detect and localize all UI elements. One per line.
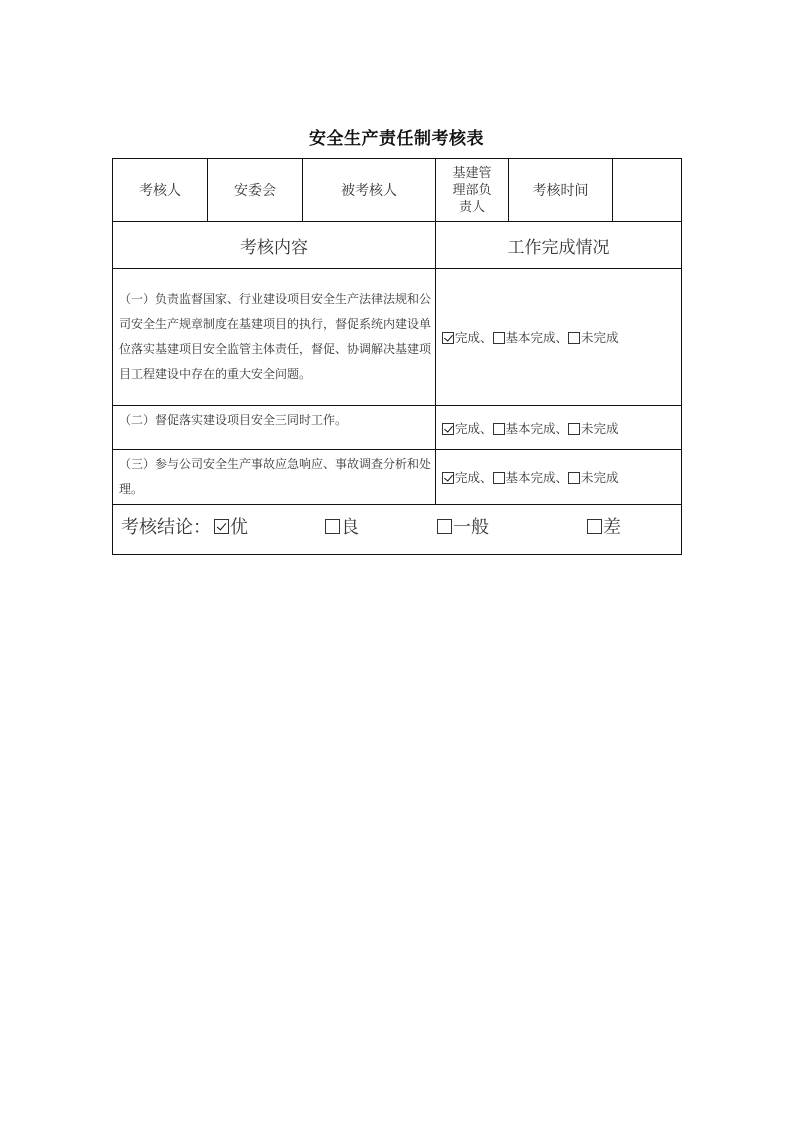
assessor-label: 考核人: [113, 159, 208, 222]
option-label: 未完成: [581, 420, 619, 436]
item-content: （三）参与公司安全生产事故应急响应、事故调查分析和处理。: [113, 450, 436, 505]
section-header-row: [113, 222, 682, 269]
item-content: （二）督促落实建设项目安全三同时工作。: [113, 406, 436, 450]
assessee-label: 被考核人: [303, 159, 436, 222]
time-value-field[interactable]: [613, 159, 682, 222]
conclusion-option-good[interactable]: 良: [325, 513, 359, 539]
assessee-value-line: 理部负: [452, 182, 492, 198]
option-label: 完成、: [455, 330, 493, 345]
assessment-table: [112, 158, 682, 555]
option-label: 未完成: [581, 470, 619, 485]
assessee-value-line: 责人: [458, 199, 485, 215]
checkbox-icon[interactable]: [493, 423, 505, 435]
completion-header: 工作完成情况: [436, 222, 682, 269]
checkbox-icon[interactable]: [493, 472, 505, 484]
checkbox-icon[interactable]: [568, 332, 580, 344]
completion-options: [436, 269, 682, 406]
header-row: [113, 159, 682, 222]
checkbox-icon[interactable]: [568, 472, 580, 484]
option-label: 完成、: [455, 470, 493, 485]
option-label: 基本完成、: [505, 470, 569, 485]
document-title: 安全生产责任制考核表: [309, 129, 484, 149]
time-label: 考核时间: [509, 159, 613, 222]
item-content: （一）负责监督国家、行业建设项目安全生产法律法规和公司安全生产规章制度在基建项目的执行，督促系统内建设单位落实基建项目安全监管主体责任，督促、协调解决基建项目工程建设中存在的重大安全问题。: [113, 269, 436, 406]
table-row: [113, 269, 682, 406]
conclusion-cell: [113, 505, 682, 555]
completion-options: [436, 406, 682, 450]
conclusion-option-excellent[interactable]: 优: [214, 513, 248, 539]
checkbox-checked-icon[interactable]: [214, 519, 229, 534]
assessee-value: [436, 159, 509, 222]
completion-options: [436, 450, 682, 505]
option-label: 未完成: [581, 330, 619, 345]
option-label: 完成、: [455, 420, 493, 436]
conclusion-label: 考核结论：: [121, 517, 211, 538]
content-header: 考核内容: [113, 222, 436, 269]
table-row: [113, 450, 682, 505]
checkbox-icon[interactable]: [568, 423, 580, 435]
checkbox-icon[interactable]: [325, 519, 340, 534]
checkbox-checked-icon[interactable]: [442, 423, 454, 435]
checkbox-icon[interactable]: [493, 332, 505, 344]
option-label: 基本完成、: [505, 420, 569, 436]
checkbox-checked-icon[interactable]: [442, 332, 454, 344]
checkbox-checked-icon[interactable]: [442, 472, 454, 484]
conclusion-row: [113, 505, 682, 555]
checkbox-icon[interactable]: [587, 519, 602, 534]
assessor-value: 安委会: [208, 159, 303, 222]
checkbox-icon[interactable]: [437, 519, 452, 534]
conclusion-option-average[interactable]: 一般: [437, 513, 489, 539]
assessee-value-line: 基建管: [452, 165, 492, 181]
table-row: [113, 406, 682, 450]
conclusion-option-poor[interactable]: 差: [587, 513, 621, 539]
option-label: 基本完成、: [505, 330, 569, 345]
